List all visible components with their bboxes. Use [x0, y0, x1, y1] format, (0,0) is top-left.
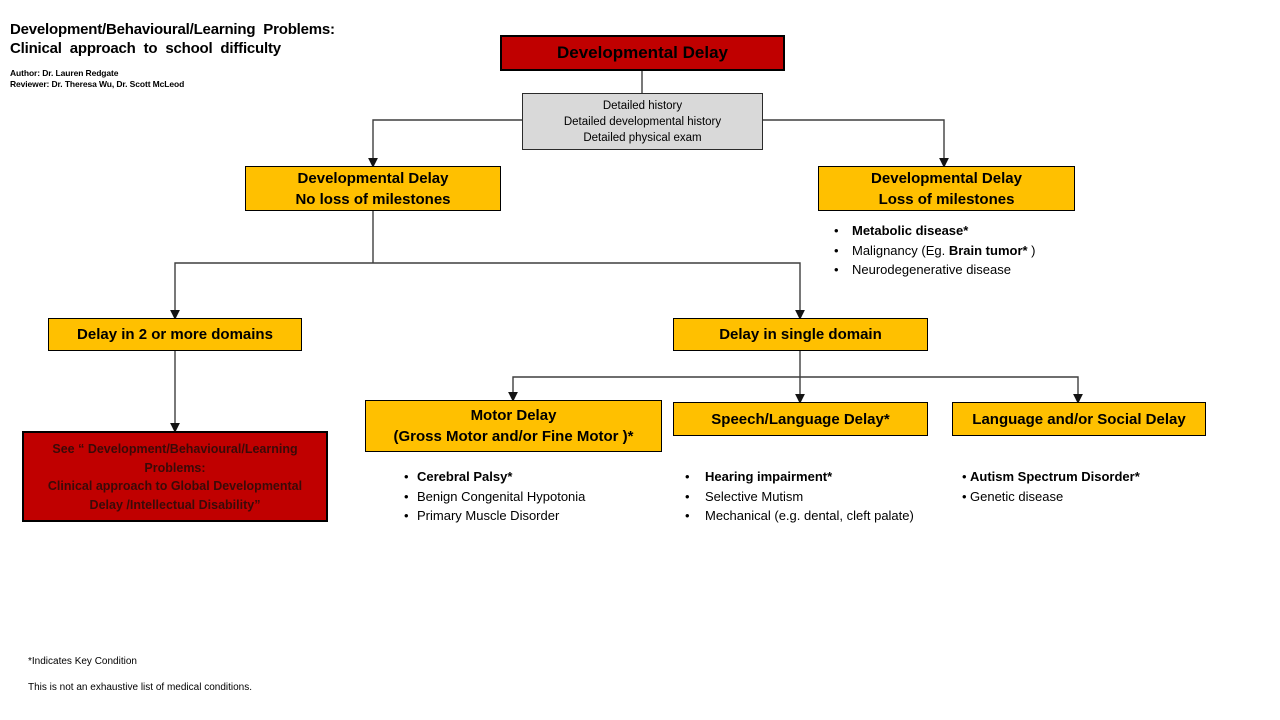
author-line: Author: Dr. Lauren Redgate	[10, 68, 119, 78]
bullet-icon: •	[685, 488, 690, 504]
social-cause-2: Genetic disease	[970, 488, 1064, 504]
footnote-disclaimer: This is not an exhaustive list of medical conditions.	[28, 682, 252, 693]
loss-cause-2-post: )	[1027, 242, 1036, 258]
loss-cause-2-bold: Brain tumor*	[948, 242, 1028, 258]
footnote-key-condition: *Indicates Key Condition	[28, 656, 137, 667]
social-label: Language and/or Social Delay	[972, 410, 1186, 428]
connector-history-noloss	[373, 120, 522, 160]
motor-line1: Motor Delay	[470, 407, 557, 424]
single-domain-label: Delay in single domain	[719, 326, 882, 343]
no-loss-line2: No loss of milestones	[295, 190, 451, 208]
node-detailed-history	[522, 93, 763, 150]
connector-to-two-domains	[175, 263, 373, 312]
bullet-icon: •	[404, 488, 409, 504]
loss-line1: Developmental Delay	[871, 169, 1022, 187]
connector-to-motor	[513, 377, 800, 394]
reference-line1: See “ Development/Behavioural/Learning	[52, 442, 298, 456]
motor-cause-1: Cerebral Palsy*	[417, 469, 513, 484]
page-title-line1: Development/Behavioural/Learning Problems:	[10, 21, 335, 38]
node-delay-two-domains	[48, 318, 302, 351]
loss-line2: Loss of milestones	[878, 190, 1015, 208]
motor-causes-list	[404, 467, 669, 526]
reference-line4: Delay /Intellectual Disability”	[89, 497, 261, 512]
loss-causes-list	[834, 221, 1084, 280]
list-item	[404, 506, 669, 526]
connector-history-loss	[762, 120, 944, 160]
reviewer-line: Reviewer: Dr. Theresa Wu, Dr. Scott McLeod	[10, 78, 185, 89]
node-developmental-delay	[500, 35, 785, 71]
node-developmental-delay-label: Developmental Delay	[556, 43, 728, 62]
speech-cause-1: Hearing impairment*	[705, 469, 833, 484]
bullet-icon: •	[834, 262, 839, 277]
list-item	[834, 221, 1084, 241]
list-item	[962, 467, 1222, 487]
node-speech-language-delay	[673, 402, 928, 436]
speech-label: Speech/Language Delay*	[711, 410, 890, 428]
loss-cause-3: Neurodegenerative disease	[852, 262, 1011, 277]
bullet-icon: •	[962, 488, 967, 504]
loss-cause-2	[852, 241, 1036, 261]
social-cause-1: Autism Spectrum Disorder*	[970, 469, 1140, 484]
page-title	[10, 20, 335, 58]
connector-to-single-domain	[373, 263, 800, 312]
speech-cause-2: Selective Mutism	[705, 488, 804, 504]
node-reference-gdd	[22, 431, 328, 522]
list-item	[685, 487, 965, 507]
node-no-loss-of-milestones	[245, 166, 501, 211]
list-item	[685, 467, 965, 487]
history-line1: Detailed history	[602, 99, 683, 112]
bullet-icon: •	[404, 508, 409, 523]
motor-cause-2: Benign Congenital Hypotonia	[417, 488, 586, 504]
history-line3: Detailed physical exam	[583, 131, 702, 144]
reference-line3: Clinical approach to Global Developmental	[47, 479, 303, 493]
speech-cause-3: Mechanical (e.g. dental, cleft palate)	[705, 508, 914, 523]
list-item	[834, 260, 1084, 280]
bullet-icon: •	[962, 469, 967, 484]
reference-line2: Problems:	[144, 460, 206, 475]
motor-cause-3: Primary Muscle Disorder	[417, 508, 560, 523]
bullet-icon: •	[834, 242, 839, 258]
speech-causes-list	[685, 467, 965, 526]
bullet-icon: •	[834, 223, 839, 238]
motor-line2: (Gross Motor and/or Fine Motor )*	[393, 428, 634, 445]
loss-cause-2-pre: Malignancy (Eg.	[852, 242, 949, 258]
node-language-social-delay	[952, 402, 1206, 436]
node-motor-delay	[365, 400, 662, 452]
node-loss-of-milestones	[818, 166, 1075, 211]
bullet-icon: •	[685, 469, 690, 484]
no-loss-line1: Developmental Delay	[297, 169, 449, 187]
list-item	[834, 241, 1084, 261]
bullet-icon: •	[404, 469, 409, 484]
connector-to-social	[800, 377, 1078, 396]
list-item	[685, 506, 965, 526]
node-delay-single-domain	[673, 318, 928, 351]
list-item	[404, 467, 669, 487]
loss-cause-1: Metabolic disease*	[852, 223, 969, 238]
social-causes-list	[962, 467, 1222, 506]
history-line2: Detailed developmental history	[563, 115, 722, 128]
bullet-icon: •	[685, 508, 690, 523]
page-title-line2: Clinical approach to school difficulty	[10, 40, 281, 57]
two-domains-label: Delay in 2 or more domains	[77, 326, 273, 343]
list-item	[404, 487, 669, 507]
credits	[10, 68, 184, 89]
list-item	[962, 487, 1222, 507]
